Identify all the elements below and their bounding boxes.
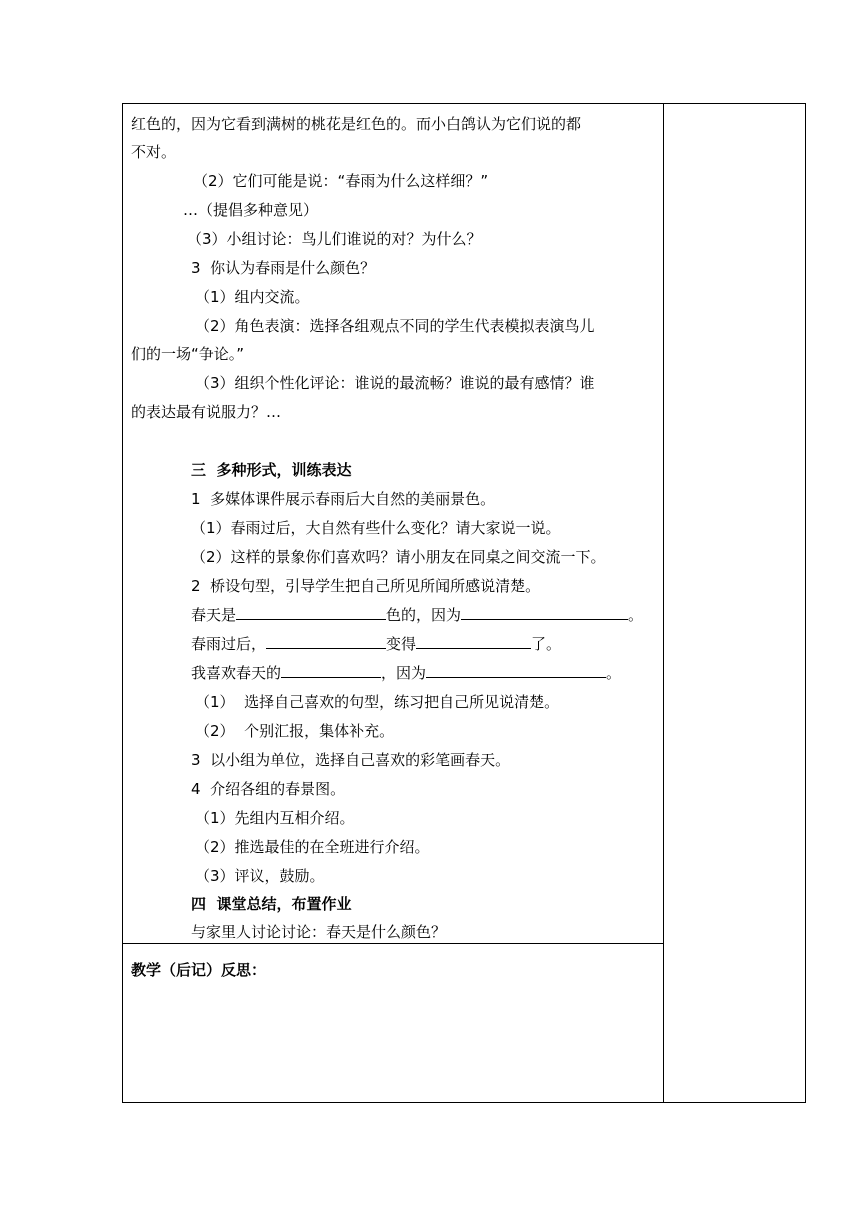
sentence-part: 了。 [531, 635, 562, 653]
sentence-part: 。 [606, 664, 622, 682]
sentence-part: 。 [628, 606, 644, 624]
text-line: 不对。 [131, 143, 177, 161]
sentence-part: ，因为 [381, 664, 427, 682]
lesson-content-cell [123, 104, 663, 943]
text-line: （1）先组内互相介绍。 [195, 809, 355, 827]
sentence-part: 我喜欢春天的 [191, 664, 282, 682]
text-line: 红色的，因为它看到满树的桃花是红色的。而小白鸽认为它们说的都 [131, 115, 582, 133]
text-line: 3 你认为春雨是什么颜色？ [191, 259, 376, 277]
blank-line [281, 663, 381, 678]
reflection-cell [123, 944, 663, 1102]
text-line: （1） 选择自己喜欢的句型，练习把自己所见说清楚。 [195, 693, 560, 711]
text-line: （1）春雨过后，大自然有些什么变化？请大家说一说。 [191, 519, 561, 537]
text-line: （2）它们可能是说：“春雨为什么这样细？” [193, 172, 489, 190]
text-line: 3 以小组为单位，选择自己喜欢的彩笔画春天。 [191, 751, 511, 769]
text-line: （3）组织个性化评论：谁说的最流畅？谁说的最有感情？谁 [195, 374, 595, 392]
text-line: 2 桥设句型，引导学生把自己所见所闻所感说清楚。 [191, 577, 541, 595]
blank-line [416, 634, 531, 649]
section-heading: 三 多种形式，训练表达 [191, 461, 352, 479]
text-line: （3）评议，鼓励。 [195, 867, 325, 885]
reflection-label: 教学（后记）反思： [131, 961, 267, 979]
text-line: 与家里人讨论讨论：春天是什么颜色？ [191, 923, 447, 941]
sentence-part: 春雨过后， [191, 635, 267, 653]
fill-sentence [191, 605, 643, 625]
text-line: （2）推选最佳的在全班进行介绍。 [195, 838, 430, 856]
text-line: …（提倡多种意见） [183, 201, 319, 219]
text-line: （3）小组讨论：鸟儿们谁说的对？为什么？ [187, 230, 482, 248]
sentence-part: 变得 [386, 635, 417, 653]
blank-line [236, 605, 386, 620]
blank-line [266, 634, 386, 649]
text-line: （2）这样的景象你们喜欢吗？请小朋友在同桌之间交流一下。 [191, 548, 606, 566]
text-line: 的表达最有说服力？… [131, 403, 282, 421]
lesson-plan-table [122, 103, 806, 1103]
text-line: 4 介绍各组的春景图。 [191, 780, 346, 798]
fill-sentence [191, 663, 621, 683]
sentence-part: 春天是 [191, 606, 237, 624]
text-line: （2） 个别汇报，集体补充。 [195, 722, 395, 740]
notes-column-cell [664, 104, 805, 1102]
text-line: 们的一场“争论。” [131, 345, 245, 363]
fill-sentence [191, 634, 561, 654]
blank-line [461, 605, 628, 620]
text-line: 1 多媒体课件展示春雨后大自然的美丽景色。 [191, 490, 496, 508]
blank-line [426, 663, 606, 678]
sentence-part: 色的，因为 [386, 606, 462, 624]
text-line: （2）角色表演：选择各组观点不同的学生代表模拟表演鸟儿 [195, 317, 595, 335]
text-line: （1）组内交流。 [195, 288, 310, 306]
section-heading: 四 课堂总结，布置作业 [191, 895, 352, 913]
